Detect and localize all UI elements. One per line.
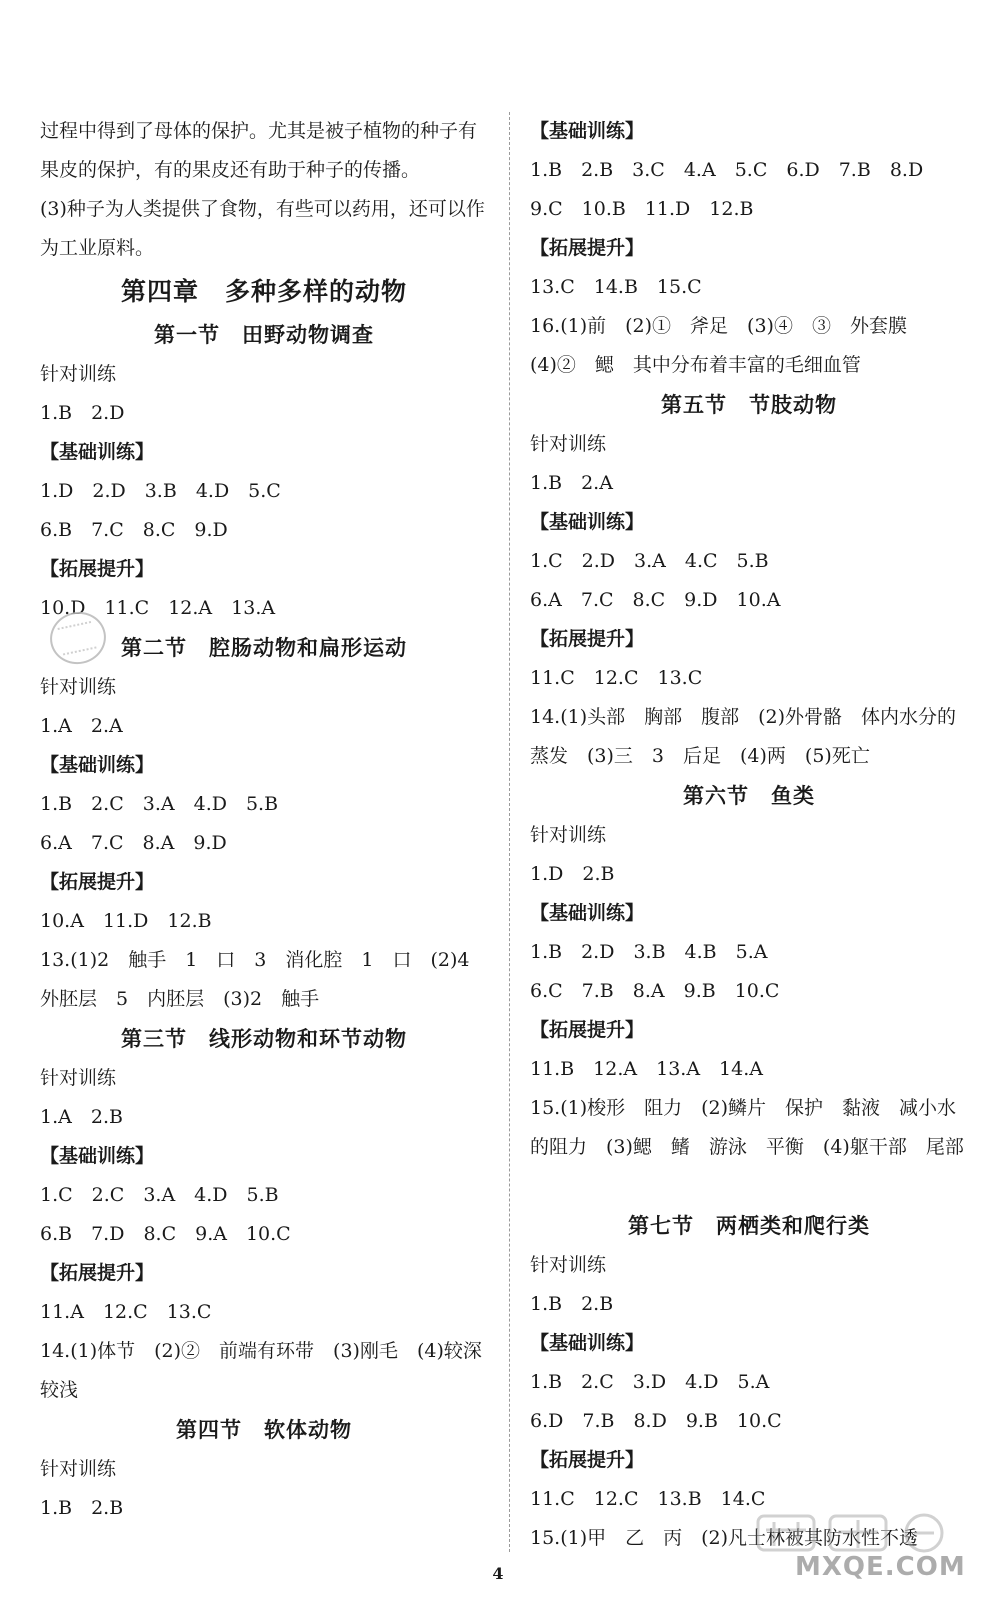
answer-line: 11.C 12.C 13.C xyxy=(530,667,703,689)
answer-line: 6.B 7.D 8.C 9.A 10.C xyxy=(40,1223,291,1245)
exercise-heading: 【基础训练】 xyxy=(40,754,155,776)
answer-line: 6.B 7.C 8.C 9.D xyxy=(40,519,228,541)
answer-line: 6.A 7.C 8.C 9.D 10.A xyxy=(530,589,781,611)
exercise-heading: 【基础训练】 xyxy=(40,441,155,463)
answer-line: 11.A 12.C 13.C xyxy=(40,1301,212,1323)
answer-line: 1.B 2.B xyxy=(530,1293,614,1315)
answer-paragraph: 14.(1)体节 (2)② 前端有环带 (3)刚毛 (4)较深 较浅 xyxy=(40,1340,501,1401)
answer-line: 1.C 2.D 3.A 4.C 5.B xyxy=(530,550,769,572)
watermark-text: MXQE.COM xyxy=(795,1552,966,1582)
answer-line: 6.D 7.B 8.D 9.B 10.C xyxy=(530,1410,782,1432)
exercise-heading: 【拓展提升】 xyxy=(530,1449,645,1471)
answer-line: 针对训练 xyxy=(530,1254,607,1276)
right-column xyxy=(530,112,968,1558)
answer-line: 1.B 2.D 3.B 4.B 5.A xyxy=(530,941,768,963)
answer-paragraph: 13.(1)2 触手 1 口 3 消化腔 1 口 (2)4 外胚层 5 内胚层 (3)2 触手 xyxy=(40,949,489,1010)
section-title: 第六节 鱼类 xyxy=(683,783,815,808)
answer-line: 1.C 2.C 3.A 4.D 5.B xyxy=(40,1184,279,1206)
answer-line: 6.C 7.B 8.A 9.B 10.C xyxy=(530,980,780,1002)
answer-line: 1.B 2.B xyxy=(40,1497,124,1519)
section-title: 第四节 软体动物 xyxy=(176,1417,352,1442)
answer-paragraph: 16.(1)前 (2)① 斧足 (3)④ ③ 外套膜 (4)② 鳃 其中分布着丰富的毛细血管 xyxy=(530,315,926,376)
answer-line: 针对训练 xyxy=(40,676,117,698)
exercise-heading: 【拓展提升】 xyxy=(40,558,155,580)
exercise-heading: 【基础训练】 xyxy=(530,511,645,533)
page-number: 4 xyxy=(492,1564,504,1583)
answer-line: 1.A 2.B xyxy=(40,1106,123,1128)
answer-line: 11.B 12.A 13.A 14.A xyxy=(530,1058,763,1080)
exercise-heading: 【基础训练】 xyxy=(530,1332,645,1354)
answer-paragraph: 过程中得到了母体的保护。尤其是被子植物的种子有果皮的保护，有的果皮还有助于种子的传播。 xyxy=(40,120,478,181)
left-column xyxy=(40,112,501,1528)
exercise-heading: 【基础训练】 xyxy=(530,120,645,142)
answer-line: 6.A 7.C 8.A 9.D xyxy=(40,832,227,854)
answer-line: 针对训练 xyxy=(40,1067,117,1089)
answer-line: 10.A 11.D 12.B xyxy=(40,910,212,932)
section-title: 第七节 两栖类和爬行类 xyxy=(628,1213,870,1238)
answer-line: 9.C 10.B 11.D 12.B xyxy=(530,198,754,220)
answer-line: 10.D 11.C 12.A 13.A xyxy=(40,597,276,619)
exercise-heading: 【基础训练】 xyxy=(530,902,645,924)
answer-line: 1.B 2.C 3.A 4.D 5.B xyxy=(40,793,279,815)
exercise-heading: 【拓展提升】 xyxy=(530,628,645,650)
answer-line: 1.B 2.A xyxy=(530,472,613,494)
section-title: 第五节 节肢动物 xyxy=(661,392,837,417)
answer-paragraph: (3)种子为人类提供了食物，有些可以药用，还可以作为工业原料。 xyxy=(40,198,485,259)
answer-line: 15.(1)甲 乙 丙 (2)凡士林被其防水性不透 xyxy=(530,1527,919,1549)
answer-line: 针对训练 xyxy=(530,824,607,846)
answer-line: 1.D 2.B xyxy=(530,863,615,885)
exercise-heading: 【拓展提升】 xyxy=(40,871,155,893)
exercise-heading: 【拓展提升】 xyxy=(530,1019,645,1041)
answer-line: 1.D 2.D 3.B 4.D 5.C xyxy=(40,480,281,502)
answer-line: 1.B 2.C 3.D 4.D 5.A xyxy=(530,1371,770,1393)
exercise-heading: 【拓展提升】 xyxy=(530,237,645,259)
exercise-heading: 【基础训练】 xyxy=(40,1145,155,1167)
answer-line: 13.C 14.B 15.C xyxy=(530,276,702,298)
answer-line: 1.B 2.B 3.C 4.A 5.C 6.D 7.B 8.D xyxy=(530,159,924,181)
answer-paragraph: 14.(1)头部 胸部 腹部 (2)外骨骼 体内水分的蒸发 (3)三 3 后足 (4)两 (5)死亡 xyxy=(530,706,957,767)
section-title: 第三节 线形动物和环节动物 xyxy=(121,1026,407,1051)
answer-line: 11.C 12.C 13.B 14.C xyxy=(530,1488,766,1510)
answer-line: 针对训练 xyxy=(40,363,117,385)
answer-paragraph: 15.(1)梭形 阻力 (2)鳞片 保护 黏液 减小水的阻力 (3)鳃 鳍 游泳 平衡 (4)躯干部 尾部 xyxy=(530,1097,964,1158)
answer-line: 针对训练 xyxy=(40,1458,117,1480)
chapter-title: 第四章 多种多样的动物 xyxy=(120,277,407,306)
section-title: 第二节 腔肠动物和扁形运动 xyxy=(121,635,407,660)
answer-line: 针对训练 xyxy=(530,433,607,455)
section-title: 第一节 田野动物调查 xyxy=(154,322,374,347)
answer-line: 1.A 2.A xyxy=(40,715,123,737)
answer-line: 1.B 2.D xyxy=(40,402,125,424)
column-divider xyxy=(509,112,510,1552)
exercise-heading: 【拓展提升】 xyxy=(40,1262,155,1284)
